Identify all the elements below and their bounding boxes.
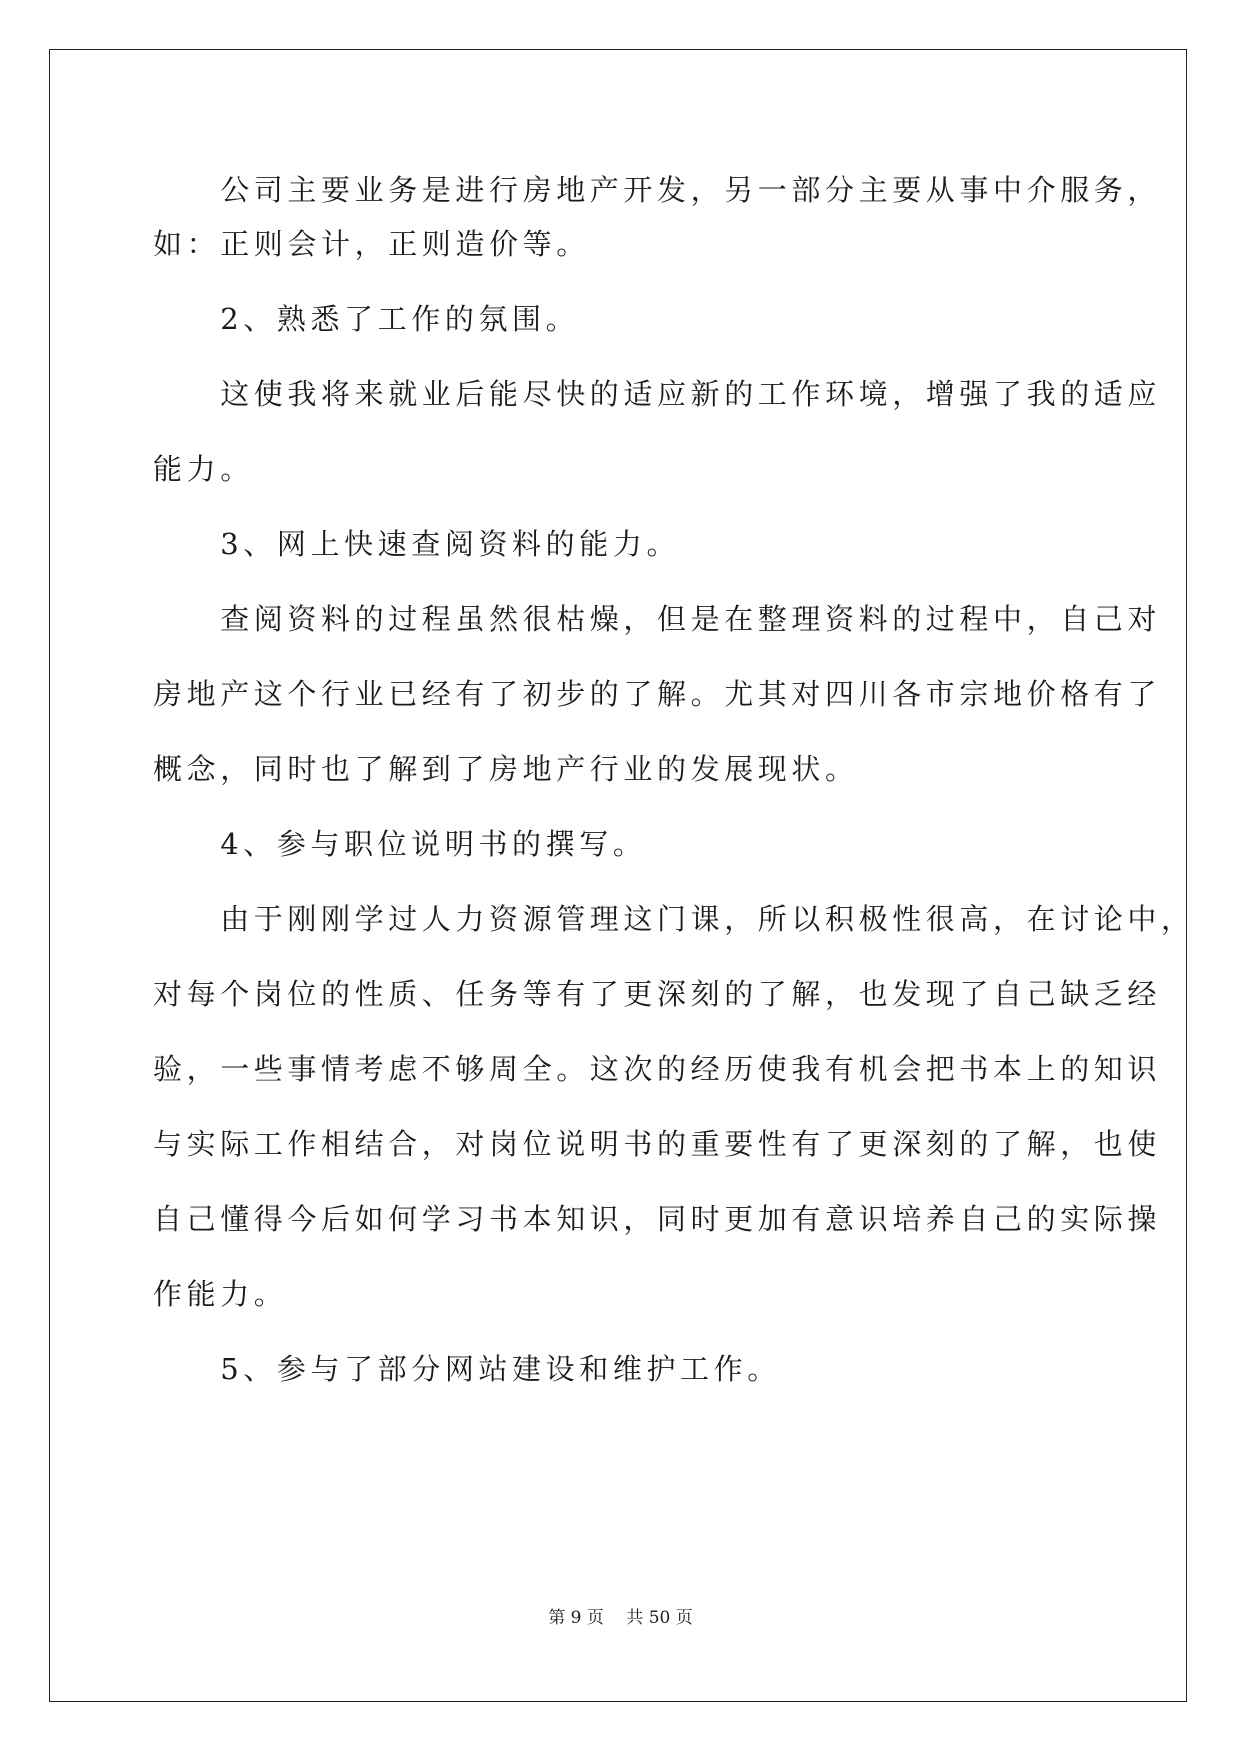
paragraph-line: 3、网上快速查阅资料的能力。 — [153, 527, 681, 561]
paragraph-line: 4、参与职位说明书的撰写。 — [153, 827, 647, 861]
paragraph-line: 自己懂得今后如何学习书本知识，同时更加有意识培养自己的实际操 — [153, 1202, 1162, 1236]
paragraph-line: 能力。 — [153, 452, 254, 486]
paragraph-line: 验，一些事情考虑不够周全。这次的经历使我有机会把书本上的知识 — [153, 1052, 1162, 1086]
paragraph-line: 与实际工作相结合，对岗位说明书的重要性有了更深刻的了解，也使 — [153, 1127, 1162, 1161]
page-border — [49, 49, 1195, 1702]
paragraph-line: 由于刚刚学过人力资源管理这门课，所以积极性很高，在讨论中， — [153, 902, 1195, 936]
paragraph-line: 对每个岗位的性质、任务等有了更深刻的了解，也发现了自己缺乏经 — [153, 977, 1162, 1011]
paragraph-line: 概念，同时也了解到了房地产行业的发展现状。 — [153, 752, 859, 786]
paragraph-line: 2、熟悉了工作的氛围。 — [153, 302, 580, 336]
paragraph-line: 查阅资料的过程虽然很枯燥，但是在整理资料的过程中，自己对 — [153, 602, 1162, 636]
paragraph-line: 房地产这个行业已经有了初步的了解。尤其对四川各市宗地价格有了 — [153, 677, 1162, 711]
paragraph-line: 作能力。 — [153, 1277, 288, 1311]
paragraph-line: 5、参与了部分网站建设和维护工作。 — [153, 1352, 781, 1386]
page-number-footer: 第 9 页 共 50 页 — [548, 1608, 693, 1628]
paragraph-line: 公司主要业务是进行房地产开发，另一部分主要从事中介服务， — [153, 173, 1162, 207]
paragraph-line: 如：正则会计，正则造价等。 — [153, 227, 590, 261]
paragraph-line: 这使我将来就业后能尽快的适应新的工作环境，增强了我的适应 — [153, 377, 1162, 411]
